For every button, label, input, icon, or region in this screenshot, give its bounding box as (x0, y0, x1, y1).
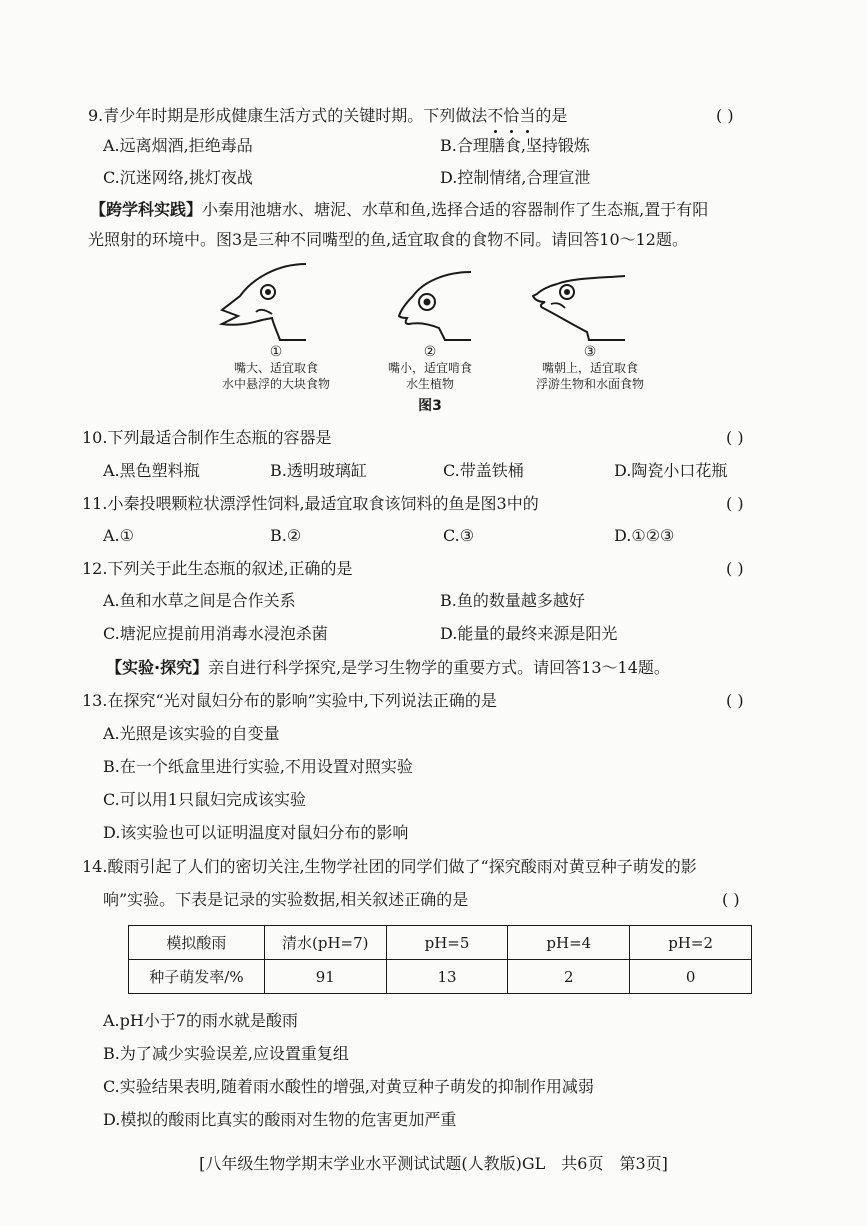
section1-line2: 光照射的环境中。图3是三种不同嘴型的鱼,适宜取食的食物不同。请回答10～12题。 (88, 230, 688, 249)
q12-stem: 12.下列关于此生态瓶的叙述,正确的是 (82, 559, 353, 578)
q14-answer-paren: ( ) (722, 890, 740, 909)
q12-option-a: A.鱼和水草之间是合作关系 (103, 591, 296, 610)
table-header-cell: pH=4 (508, 926, 630, 960)
q9-answer-paren: ( ) (716, 106, 734, 125)
fish-3-caption: ③ 嘴朝上，适宜取食 浮游生物和水面食物 (535, 344, 644, 391)
table-cell: 2 (508, 960, 630, 994)
q14-data-table (128, 925, 752, 994)
table-cell: 13 (386, 960, 508, 994)
fish-1-caption: ① 嘴大、适宜取食 水中悬浮的大块食物 (221, 344, 330, 391)
q14-option-c: C.实验结果表明,随着雨水酸性的增强,对黄豆种子萌发的抑制作用减弱 (103, 1077, 594, 1096)
table-row (129, 960, 752, 994)
q13-answer-paren: ( ) (726, 691, 744, 710)
q11-answer-paren: ( ) (726, 494, 744, 513)
table-header-cell: pH=5 (386, 926, 508, 960)
figure3-caption: 图3 (418, 398, 442, 414)
q12-option-c: C.塘泥应提前用消毒水浸泡杀菌 (103, 624, 328, 643)
fish-2-illustration (383, 268, 473, 342)
q9-option-c: C.沉迷网络,挑灯夜战 (103, 168, 253, 187)
table-cell: 91 (264, 960, 386, 994)
q10-option-b: B.透明玻璃缸 (270, 461, 367, 480)
q12-option-b: B.鱼的数量越多越好 (440, 591, 585, 610)
q13-option-d: D.该实验也可以证明温度对鼠妇分布的影响 (103, 823, 409, 842)
q14-option-b: B.为了减少实验误差,应设置重复组 (103, 1044, 349, 1063)
q9-stem: 9.青少年时期是形成健康生活方式的关键时期。下列做法不恰当的是 (88, 104, 567, 128)
q9-option-d: D.控制情绪,合理宣泄 (440, 168, 591, 187)
q9-emphasis: 不恰当 (487, 106, 535, 125)
q14-option-a: A.pH小于7的雨水就是酸雨 (103, 1011, 299, 1030)
table-cell: 0 (630, 960, 752, 994)
q13-stem: 13.在探究“光对鼠妇分布的影响”实验中,下列说法正确的是 (82, 691, 497, 710)
q11-option-c: C.③ (443, 526, 475, 545)
section1-line1: 【跨学科实践】小秦用池塘水、塘泥、水草和鱼,选择合适的容器制作了生态瓶,置于有阳 (90, 200, 709, 219)
q12-option-d: D.能量的最终来源是阳光 (440, 624, 618, 643)
fish-2-caption: ② 嘴小，适宜啃食 水生植物 (387, 344, 472, 391)
q10-option-d: D.陶瓷小口花瓶 (614, 461, 728, 480)
fish-1-illustration (218, 258, 308, 342)
page-footer: [八年级生物学期末学业水平测试试题(人教版)GL 共6页 第3页] (199, 1154, 668, 1173)
table-header-cell: 模拟酸雨 (129, 926, 265, 960)
q13-option-c: C.可以用1只鼠妇完成该实验 (103, 790, 306, 809)
q10-stem: 10.下列最适合制作生态瓶的容器是 (82, 428, 332, 447)
table-header-cell: 清水(pH=7) (264, 926, 386, 960)
q10-option-c: C.带盖铁桶 (443, 461, 524, 480)
fish-3-illustration (527, 274, 627, 342)
q10-option-a: A.黑色塑料瓶 (103, 461, 200, 480)
q11-stem: 11.小秦投喂颗粒状漂浮性饲料,最适宜取食该饲料的鱼是图3中的 (82, 494, 539, 513)
table-cell: 种子萌发率/% (129, 960, 265, 994)
section2-tag: 【实验·探究】 (106, 658, 209, 677)
table-header-row (129, 926, 752, 960)
q11-option-d: D.①②③ (614, 526, 675, 545)
section2-line1: 【实验·探究】亲自进行科学探究,是学习生物学的重要方式。请回答13～14题。 (106, 658, 670, 677)
q12-answer-paren: ( ) (726, 559, 744, 578)
table-header-cell: pH=2 (630, 926, 752, 960)
q9-option-b: B.合理膳食,坚持锻炼 (440, 136, 590, 155)
q13-option-a: A.光照是该实验的自变量 (103, 724, 280, 743)
q10-answer-paren: ( ) (726, 428, 744, 447)
q14-stem-line1: 14.酸雨引起了人们的密切关注,生物学社团的同学们做了“探究酸雨对黄豆种子萌发的影 (82, 857, 697, 876)
q14-option-d: D.模拟的酸雨比真实的酸雨对生物的危害更加严重 (103, 1110, 457, 1129)
q14-stem-line2: 响”实验。下表是记录的实验数据,相关叙述正确的是 (103, 890, 469, 909)
section1-tag: 【跨学科实践】 (90, 200, 203, 219)
q11-option-b: B.② (270, 526, 302, 545)
q11-option-a: A.① (103, 526, 134, 545)
q13-option-b: B.在一个纸盒里进行实验,不用设置对照实验 (103, 757, 413, 776)
q9-option-a: A.远离烟酒,拒绝毒品 (103, 136, 253, 155)
